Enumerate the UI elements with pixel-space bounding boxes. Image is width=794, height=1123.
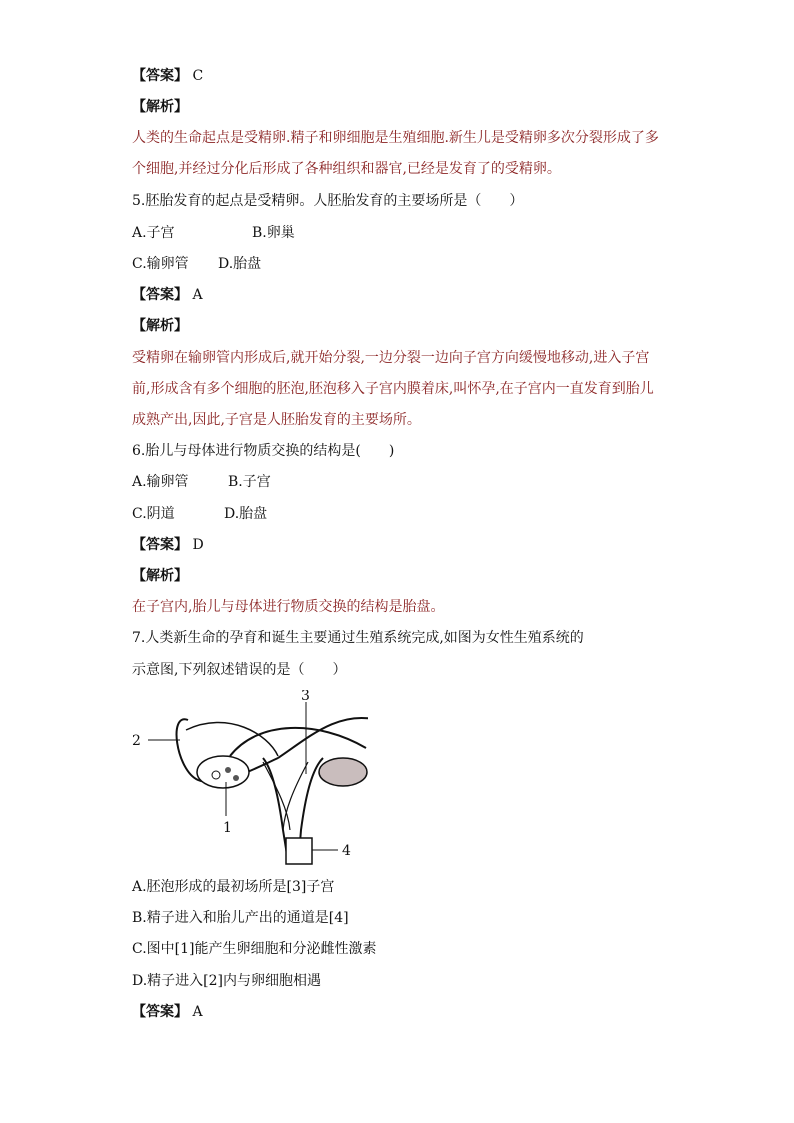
- label-3: 3: [301, 690, 310, 704]
- answer-tag: 【答案】: [132, 68, 188, 84]
- analysis-text: 在子宫内,胎儿与母体进行物质交换的结构是胎盘。: [132, 599, 445, 615]
- question-7: 7.人类新生命的孕育和诞生主要通过生殖系统完成,如图为女性生殖系统的: [132, 630, 584, 646]
- answer-value: C: [192, 68, 204, 84]
- analysis-text: 成熟产出,因此,子宫是人胚胎发育的主要场所。: [132, 412, 421, 428]
- analysis-tag: 【解析】: [132, 568, 188, 584]
- answer-value: D: [192, 537, 204, 553]
- answer-5: [132, 285, 203, 305]
- option-7d: D.精子进入[2]内与卵细胞相遇: [132, 973, 322, 989]
- answer-value: A: [192, 1004, 203, 1020]
- options-5-row2: [132, 254, 261, 274]
- option-d: D.胎盘: [224, 506, 268, 522]
- answer-tag: 【答案】: [132, 287, 188, 303]
- option-a: A.输卵管: [132, 474, 189, 490]
- option-d: D.胎盘: [218, 256, 262, 272]
- question-7-cont: 示意图,下列叙述错误的是（ ）: [132, 662, 347, 678]
- question-6: 6.胎儿与母体进行物质交换的结构是( ): [132, 443, 395, 459]
- answer-tag: 【答案】: [132, 537, 188, 553]
- answer-tag: 【答案】: [132, 1004, 188, 1020]
- options-6-row1: [132, 472, 271, 492]
- option-c: C.阴道: [132, 506, 175, 522]
- label-4: 4: [342, 843, 351, 859]
- option-7a: A.胚泡形成的最初场所是[3]子宫: [132, 879, 335, 895]
- option-b: B.卵巢: [252, 225, 295, 241]
- option-a: A.子宫: [132, 225, 175, 241]
- options-6-row2: [132, 504, 267, 524]
- option-c: C.输卵管: [132, 256, 189, 272]
- analysis-text: 前,形成含有多个细胞的胚泡,胚泡移入子宫内膜着床,叫怀孕,在子宫内一直发育到胎儿: [132, 381, 654, 397]
- analysis-tag: 【解析】: [132, 99, 188, 115]
- question-5: 5.胚胎发育的起点是受精卵。人胚胎发育的主要场所是（ ）: [132, 193, 524, 209]
- option-7c: C.图中[1]能产生卵细胞和分泌雌性激素: [132, 941, 377, 957]
- options-5-row1: [132, 223, 295, 243]
- option-b: B.子宫: [228, 474, 271, 490]
- answer-6: [132, 535, 204, 555]
- option-7b: B.精子进入和胎儿产出的通道是[4]: [132, 910, 349, 926]
- answer-7: [132, 1002, 203, 1022]
- label-1: 1: [223, 820, 232, 836]
- answer-c: [132, 66, 203, 86]
- analysis-tag: 【解析】: [132, 318, 188, 334]
- female-reproductive-system-diagram: [128, 690, 368, 870]
- label-2: 2: [132, 733, 141, 749]
- analysis-text: 个细胞,并经过分化后形成了各种组织和器官,已经是发育了的受精卵。: [132, 161, 561, 177]
- analysis-text: 受精卵在输卵管内形成后,就开始分裂,一边分裂一边向子宫方向缓慢地移动,进入子宫: [132, 350, 650, 366]
- analysis-text: 人类的生命起点是受精卵.精子和卵细胞是生殖细胞.新生儿是受精卵多次分裂形成了多: [132, 130, 659, 146]
- answer-value: A: [192, 287, 203, 303]
